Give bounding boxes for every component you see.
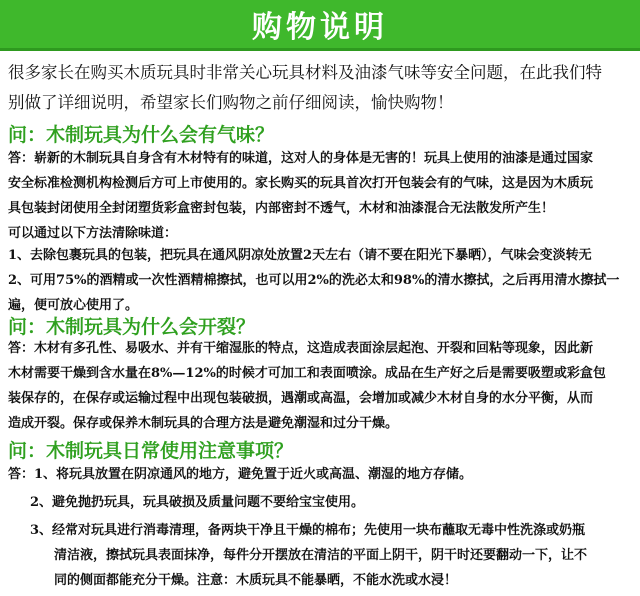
answer-2 [8, 336, 636, 436]
answer-line: 答：1、将玩具放置在阴凉通风的地方，避免置于近火或高温、潮湿的地方存储。 [8, 467, 473, 482]
answer-3 [8, 462, 636, 593]
intro-paragraph [8, 58, 636, 118]
answer-line: 安全标准检测机构检测后方可上市使用的。家长购买的玩具首次打开包装会有的气味，这是因为木质玩 [8, 176, 594, 191]
answer-line: 造成开裂。保存或保养木制玩具的合理方法是避免潮湿和过分干燥。 [8, 416, 399, 431]
answer-line: 答：崭新的木制玩具自身含有木材特有的味道，这对人的身体是无害的！玩具上使用的油漆是通过国家 [8, 151, 594, 166]
answer-line: 1、去除包裹玩具的包装，把玩具在通风阴凉处放置2天左右（请不要在阳光下暴晒），气味会变淡转无 [8, 248, 592, 263]
question-3-heading: 问：木制玩具日常使用注意事项？ [8, 440, 294, 462]
answer-line: 答：木材有多孔性、易吸水、并有干缩湿胀的特点，这造成表面涂层起泡、开裂和回粘等现象，因此新 [8, 341, 594, 356]
answer-line: 2、可用75%的酒精或一次性酒精棉擦拭，也可以用2%的洗必太和98%的清水擦拭，之后再用清水擦拭一 [8, 273, 620, 288]
answer-line: 装保存的，在保存或运输过程中出现包装破损，遇潮或高温，会增加或减少木材自身的水分平衡，从而 [8, 391, 594, 406]
answer-line: 木材需要干燥到含水量在8%—12%的时候才可加工和表面喷涂。成品在生产好之后是需要吸塑或彩盒包 [8, 366, 606, 381]
answer-line: 遍，便可放心使用了。 [8, 298, 139, 313]
title-banner [0, 0, 640, 51]
answer-1 [8, 146, 636, 318]
answer-line: 清洁液，擦拭玩具表面抹净，每件分开摆放在清洁的平面上阴干，阴干时还要翻动一下，让不 [54, 548, 588, 563]
answer-line: 同的侧面都能充分干燥。注意：木质玩具不能暴晒，不能水洗或水浸！ [54, 573, 458, 588]
intro-line: 别做了详细说明，希望家长们购物之前仔细阅读，愉快购物！ [8, 93, 454, 112]
question-1-heading: 问：木制玩具为什么会有气味？ [8, 124, 275, 146]
page-title: 购物说明 [252, 10, 388, 45]
question-2-heading: 问：木制玩具为什么会开裂？ [8, 316, 256, 338]
answer-line: 具包装封闭使用全封闭塑货彩盒密封包装，内部密封不透气，木材和油漆混合无法散发所产生！ [8, 201, 555, 216]
intro-line: 很多家长在购买木质玩具时非常关心玩具材料及油漆气味等安全问题，在此我们特 [8, 63, 602, 82]
answer-line: 3、经常对玩具进行消毒清理，备两块干净且干燥的棉布；先使用一块布蘸取无毒中性洗涤或奶瓶 [30, 523, 586, 538]
answer-line: 2、避免抛扔玩具，玩具破损及质量问题不要给宝宝使用。 [30, 495, 365, 510]
answer-line: 可以通过以下方法清除味道： [8, 226, 178, 241]
